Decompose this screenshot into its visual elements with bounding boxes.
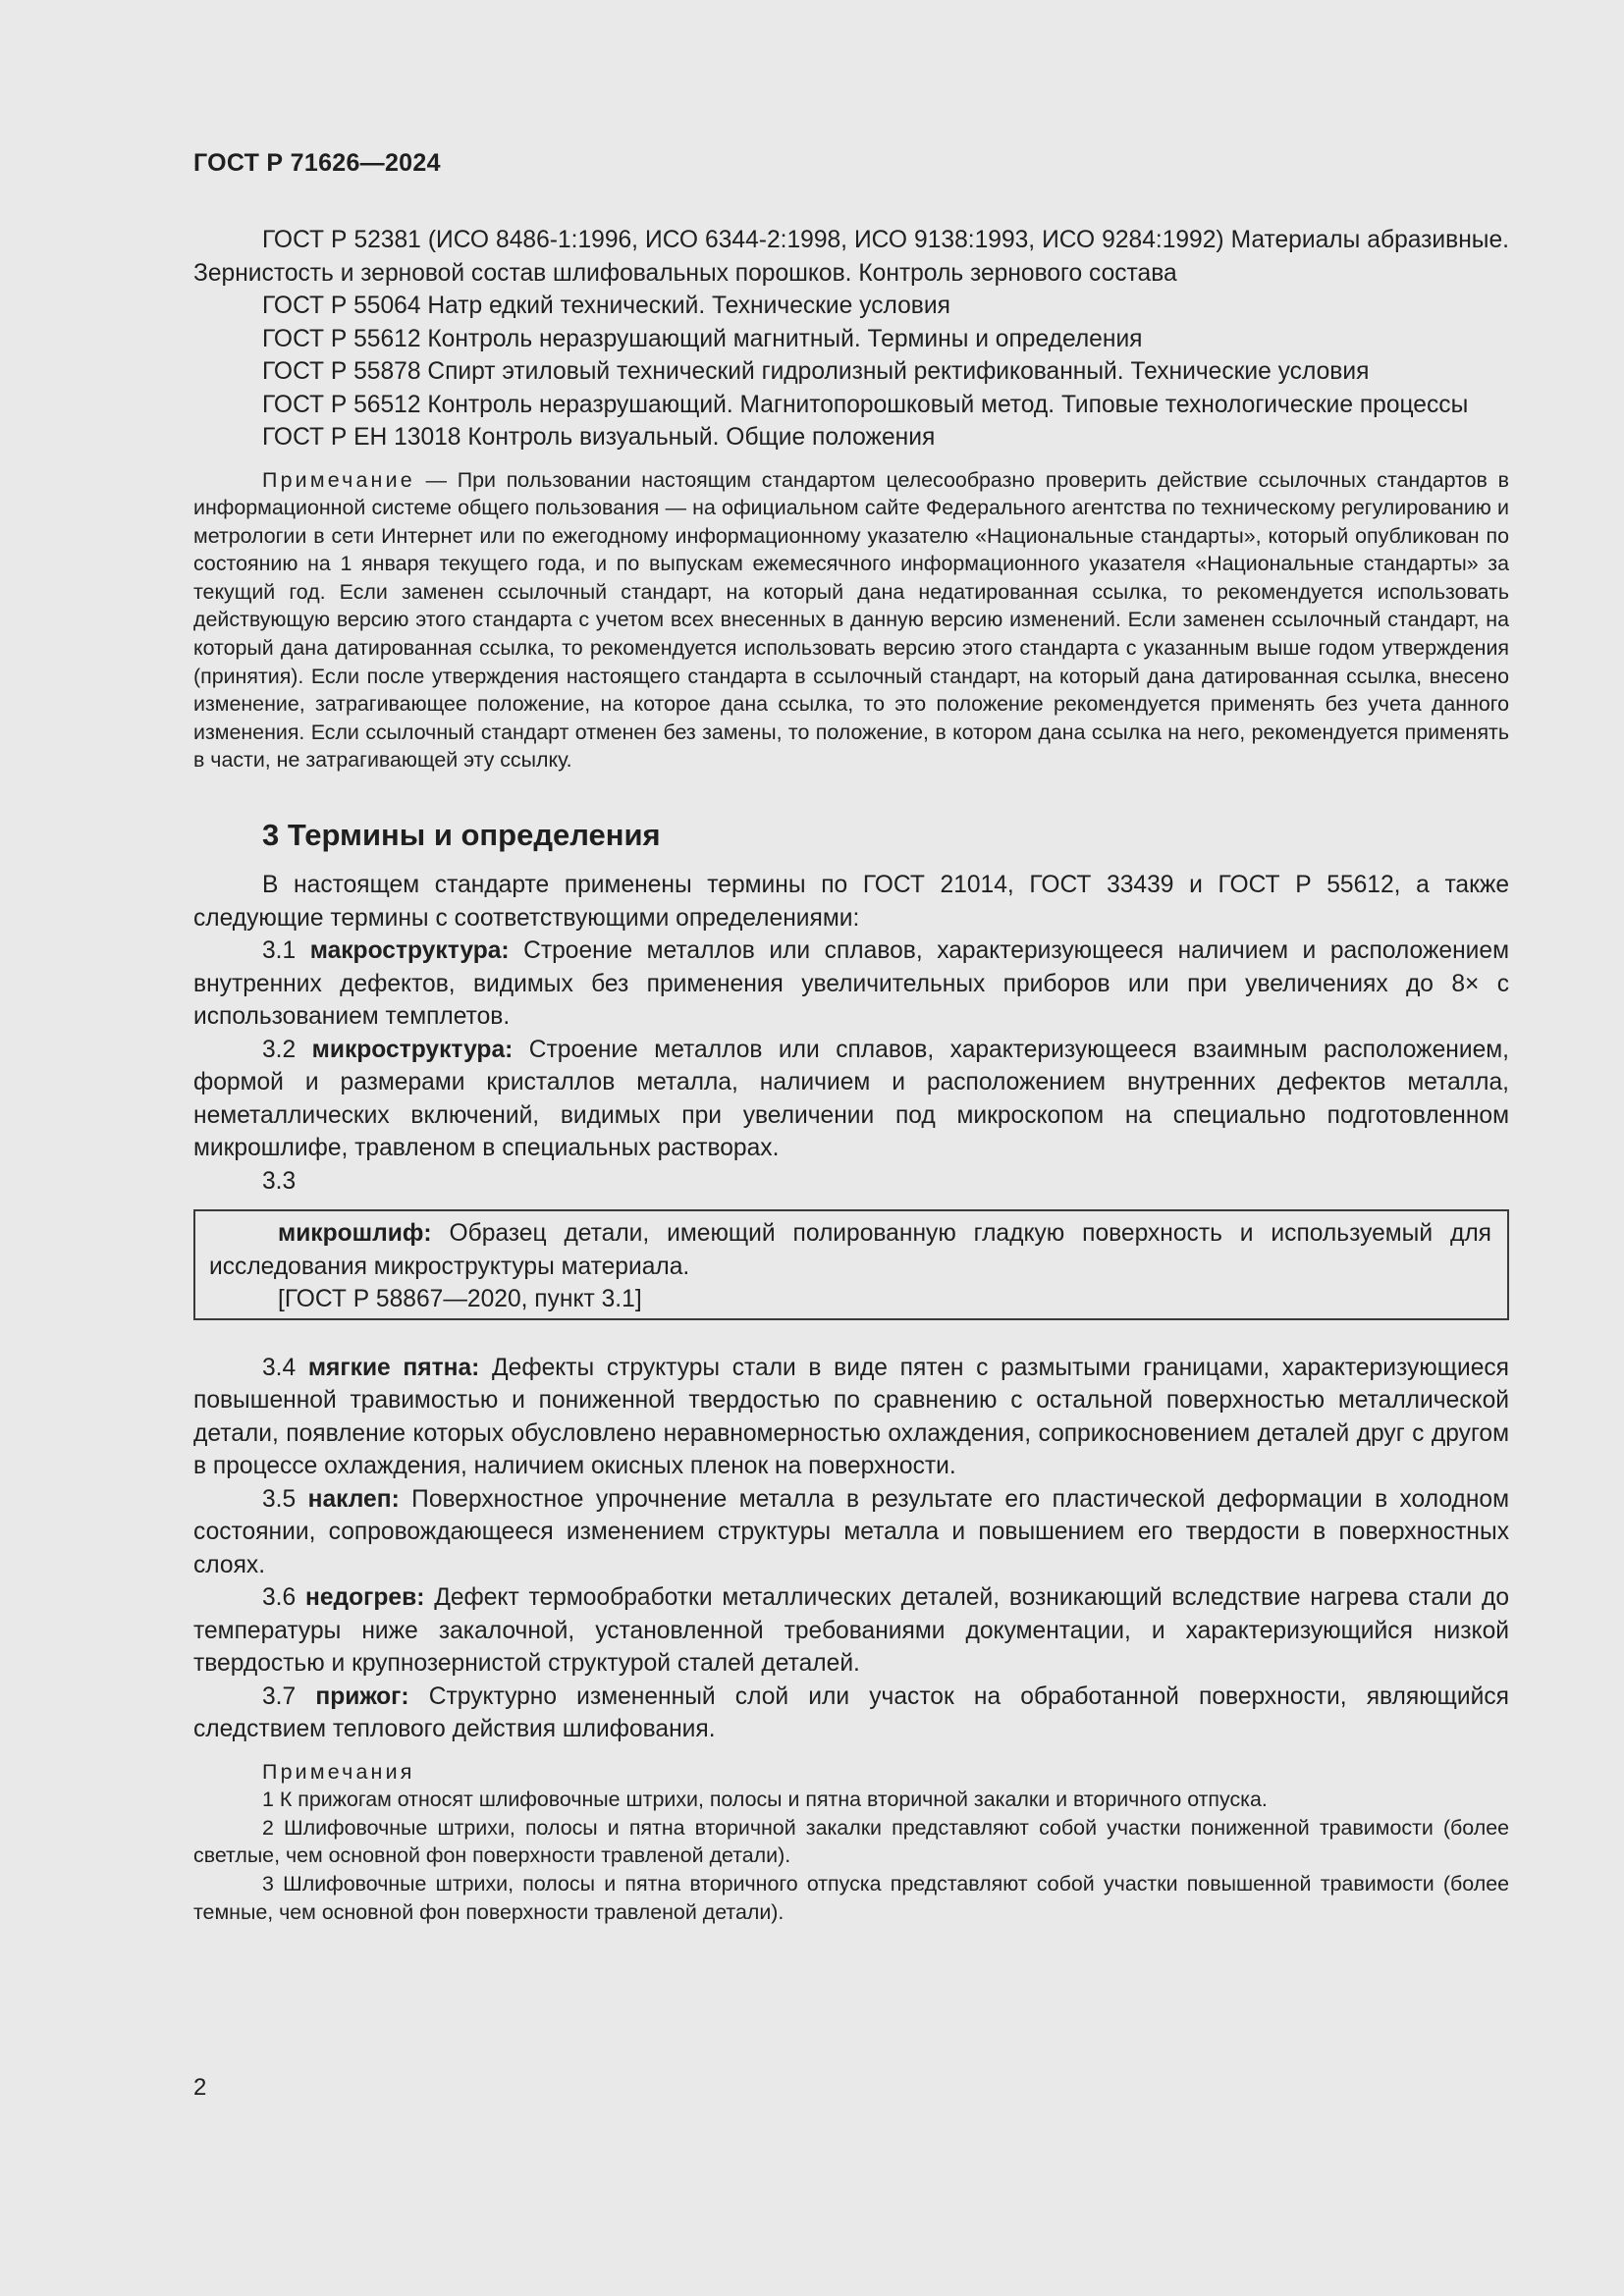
term-name: микрошлиф: — [278, 1220, 432, 1248]
term-source: [ГОСТ Р 58867—2020, пункт 3.1] — [278, 1286, 642, 1313]
notes-title: Примечания — [262, 1759, 415, 1784]
section-intro: В настоящем стандарте применены термины по ГОСТ 21014, ГОСТ 33439 и ГОСТ Р 55612, а также следующие термины с соответствующими определениями: — [193, 872, 1509, 932]
term-text: Дефекты структуры стали в виде пятен с размытыми границами, характеризующиеся повышенной травимостью и пониженной твердостью по сравнению с остальной поверхностью металлической детали, появление которых обусловлено неравномерностью охлаждения, соприкосновением деталей друг с другом в процессе охлаждения, наличием окисных пленок на поверхности. — [193, 1354, 1509, 1480]
note-label: Примечание — [262, 467, 415, 492]
term-definition — [193, 1581, 1509, 1681]
normative-reference: ГОСТ Р 56512 Контроль неразрушающий. Магнитопорошковый метод. Типовые технологические процессы — [262, 391, 1469, 418]
term-number: 3.5 — [262, 1485, 308, 1513]
term-name: макроструктура: — [309, 937, 510, 965]
term-definition — [193, 1034, 1509, 1165]
term-number-standalone: 3.3 — [262, 1167, 297, 1195]
note-item: 1 К прижогам относят шлифовочные штрихи, полосы и пятна вторичной закалки и вторичного отпуска. — [262, 1788, 1268, 1812]
normative-reference: ГОСТ Р ЕН 13018 Контроль визуальный. Общие положения — [262, 424, 936, 451]
references-note — [193, 466, 1509, 775]
normative-reference: ГОСТ Р 52381 (ИСО 8486-1:1996, ИСО 6344-2:1998, ИСО 9138:1993, ИСО 9284:1992) Материалы абразивные. Зернистость и зерновой состав шлифовальных порошков. Контроль зернового состава — [193, 227, 1509, 287]
normative-reference: ГОСТ Р 55064 Натр едкий технический. Технические условия — [262, 293, 950, 319]
term-definition — [193, 1483, 1509, 1582]
term-number: 3.6 — [262, 1584, 305, 1612]
normative-reference: ГОСТ Р 55612 Контроль неразрушающий магнитный. Термины и определения — [262, 325, 1143, 352]
term-definition — [193, 1681, 1509, 1746]
term-number: 3.7 — [262, 1682, 316, 1710]
term-text: Структурно измененный слой или участок на обработанной поверхности, являющийся следствием теплового действия шлифования. — [193, 1682, 1509, 1743]
page-content — [193, 224, 1509, 1926]
section-heading: 3 Термины и определения — [262, 818, 661, 853]
term-number: 3.1 — [262, 937, 310, 965]
term-definition — [193, 934, 1509, 1034]
term-definition — [209, 1217, 1491, 1283]
term-text: Дефект термообработки металлических деталей, возникающий вследствие нагрева стали до температуры ниже закалочной, установленной требованиями документации, и характеризующийся низкой твердостью и крупнозернистой структурой сталей деталей. — [193, 1584, 1509, 1678]
page-number: 2 — [193, 2074, 207, 2101]
term-text: Строение металлов или сплавов, характеризующееся взаимным расположением, формой и размерами кристаллов металла, наличием и расположением внутренних дефектов металла, неметаллических включений, видимых при увеличении под микроскопом на специально подготовленном микрошлифе, травленом в специальных растворах. — [193, 1036, 1509, 1162]
note-item: 3 Шлифовочные штрихи, полосы и пятна вторичного отпуска представляют собой участки повышенной травимости (более темные, чем основной фон поверхности травленой детали). — [193, 1871, 1509, 1924]
term-text: Строение металлов или сплавов, характеризующееся наличием и расположением внутренних дефектов, видимых без применения увеличительных приборов или при увеличениях до 8× с использованием темплетов. — [193, 937, 1509, 1031]
term-name: наклеп: — [307, 1485, 400, 1513]
term-name: недогрев: — [304, 1584, 425, 1612]
term-name: микроструктура: — [311, 1036, 514, 1063]
normative-reference: ГОСТ Р 55878 Спирт этиловый технический гидролизный ректификованный. Технические условия — [262, 358, 1370, 385]
term-number: 3.4 — [262, 1354, 308, 1381]
term-name: прижог: — [315, 1682, 409, 1710]
note-item: 2 Шлифовочные штрихи, полосы и пятна вторичной закалки представляют собой участки пониженной травимости (более светлые, чем основной фон поверхности травленой детали). — [193, 1815, 1509, 1868]
term-name: мягкие пятна: — [307, 1354, 480, 1381]
term-number: 3.2 — [262, 1036, 312, 1063]
term-text: Поверхностное упрочнение металла в результате его пластической деформации в холодном состоянии, сопровождающееся изменением структуры металла и повышением его твердости в поверхностных слоях. — [193, 1485, 1509, 1578]
quoted-term-box — [193, 1209, 1509, 1320]
term-text: Образец детали, имеющий полированную гладкую поверхность и используемый для исследования микроструктуры материала. — [209, 1220, 1491, 1280]
term-definition — [193, 1352, 1509, 1483]
document-header: ГОСТ Р 71626—2024 — [193, 149, 441, 177]
note-text: — При пользовании настоящим стандартом целесообразно проверить действие ссылочных стандартов в информационной системе общего пользования — на официальном сайте Федерального агентства по техническому регулированию и метрологии в сети Интернет или по ежегодному информационному указателю «Национальные стандарты», который опубликован по состоянию на 1 января текущего года, и по выпускам ежемесячного информационного указателя «Национальные стандарты» за текущий год. Если заменен ссылочный стандарт, на который дана недатированная ссылка, то рекомендуется использовать действующую версию этого стандарта с учетом всех внесенных в данную версию изменений. Если заменен ссылочный стандарт, на который дана датированная ссылка, то рекомендуется использовать версию этого стандарта с указанным выше годом утверждения (принятия). Если после утверждения настоящего стандарта в ссылочный стандарт, на который дана датированная ссылка, внесено изменение, затрагивающее положение, на которое дана ссылка, то это положение рекомендуется применять без учета данного изменения. Если ссылочный стандарт отменен без замены, то положение, в котором дана ссылка на него, рекомендуется применять в части, не затрагивающей эту ссылку. — [193, 467, 1509, 773]
